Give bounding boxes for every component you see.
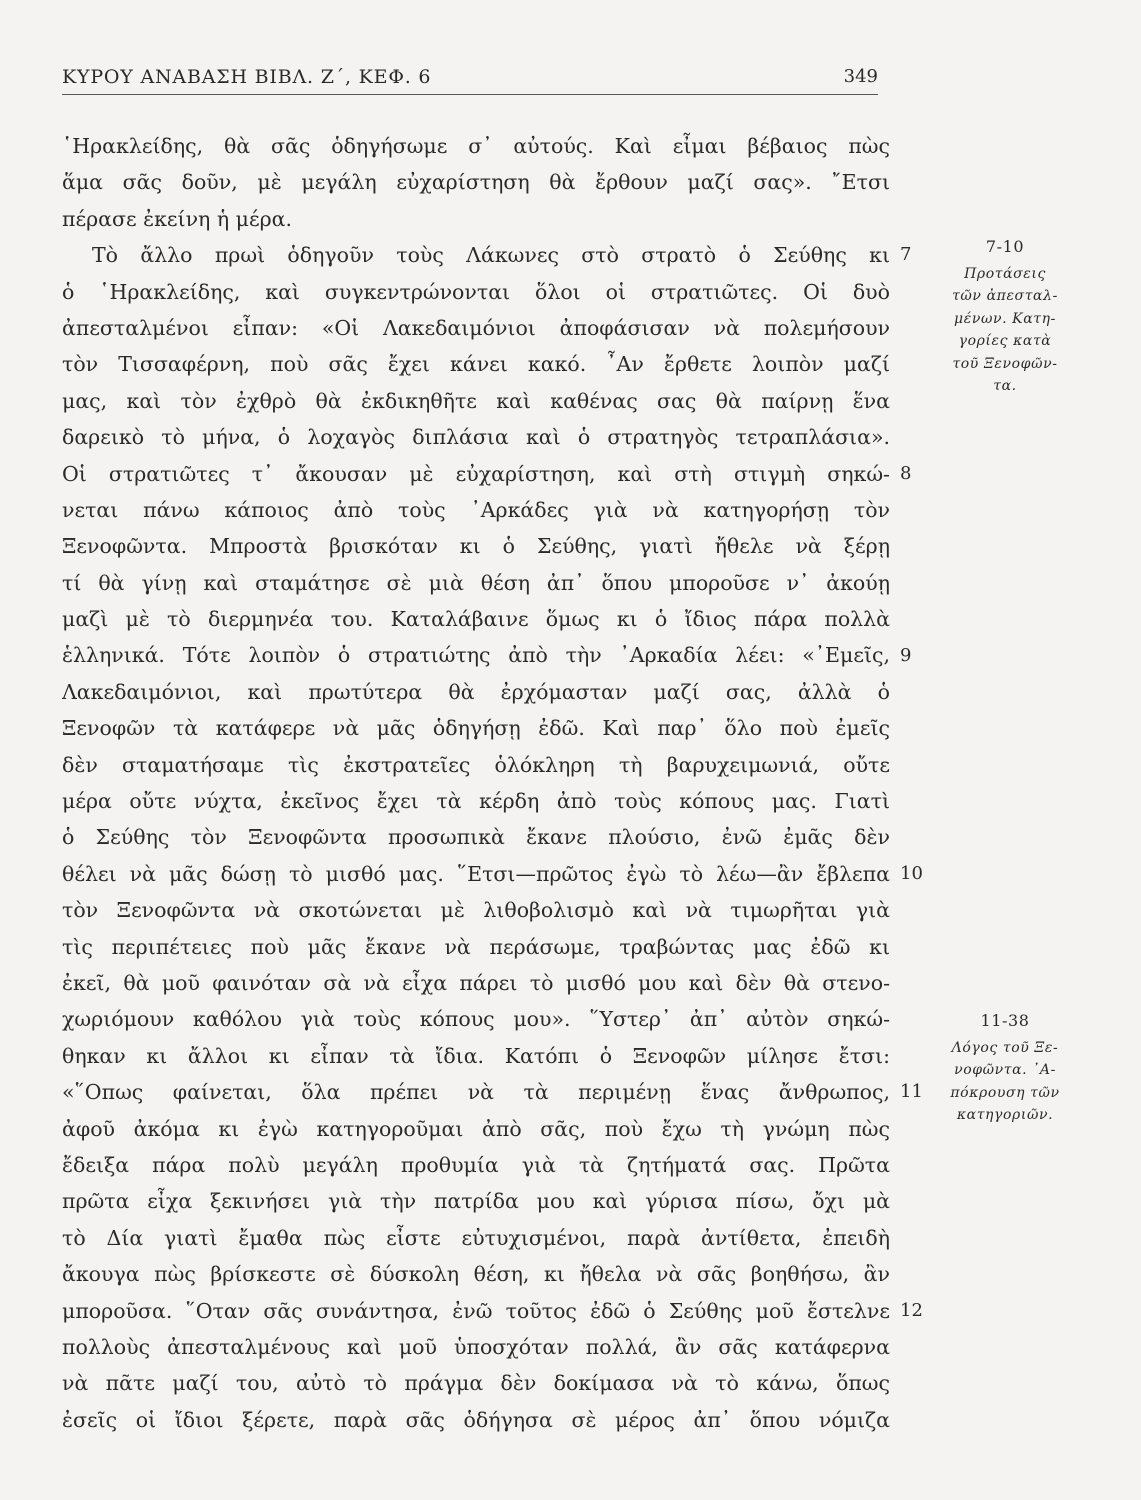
margin-note-line: γορίες κατὰ xyxy=(958,333,1052,349)
text-line: τὸν Τισσαφέρνη, ποὺ σᾶς ἔχει κάνει κακό. ῏Αν ἔρθετε λοιπὸν μαζί xyxy=(62,352,890,377)
margin-note xyxy=(940,236,1070,398)
text-line: πρῶτα εἶχα ξεκινήσει γιὰ τὴν πατρίδα μου καὶ γύρισα πίσω, ὄχι μὰ xyxy=(62,1189,890,1214)
section-number: 7 xyxy=(900,244,912,266)
text-line: ῾Ηρακλείδης, θὰ σᾶς ὁδηγήσωμε σ᾿ αὐτούς. Καὶ εἶμαι βέβαιος πὼς xyxy=(62,134,890,158)
section-number: 9 xyxy=(900,644,912,666)
running-header xyxy=(62,66,878,95)
text-line: ὁ Σεύθης τὸν Ξενοφῶντα προσωπικὰ ἔκανε πλούσιο, ἐνῶ ἐμᾶς δὲν xyxy=(62,825,890,850)
margin-note-line: τα. xyxy=(993,378,1017,394)
margin-note-line: κατηγοριῶν. xyxy=(956,1107,1054,1123)
margin-note xyxy=(940,1010,1070,1127)
text-line: μέρα οὔτε νύχτα, ἐκεῖνος ἔχει τὰ κέρδη ἀπὸ τοὺς κόπους μας. Γιατὶ xyxy=(62,789,890,814)
margin-note-line: νοφῶντα. ᾿Α- xyxy=(954,1062,1056,1078)
text-line: μαζὶ μὲ τὸ διερμηνέα του. Καταλάβαινε ὅμως κι ὁ ἴδιος πάρα πολλὰ xyxy=(62,607,890,632)
text-line: νὰ πᾶτε μαζί του, αὐτὸ τὸ πράγμα δὲν δοκίμασα νὰ τὸ κάνω, ὅπως xyxy=(62,1371,890,1396)
margin-note-line: τῶν ἀπεσταλ- xyxy=(952,288,1058,304)
text-line: «῞Οπως φαίνεται, ὅλα πρέπει νὰ τὰ περιμένῃ ἕνας ἄνθρωπος, xyxy=(62,1080,890,1105)
text-line: νεται πάνω κάποιος ἀπὸ τοὺς ᾿Αρκάδες γιὰ νὰ κατηγορήσῃ τὸν xyxy=(62,497,890,522)
section-number: 8 xyxy=(900,462,912,484)
main-text xyxy=(62,128,890,1438)
text-line: Τὸ ἄλλο πρωὶ ὁδηγοῦν τοὺς Λάκωνες στὸ στρατὸ ὁ Σεύθης κι xyxy=(92,243,890,268)
text-line: Λακεδαιμόνιοι, καὶ πρωτύτερα θὰ ἐρχόμασταν μαζί σας, ἀλλὰ ὁ xyxy=(62,679,890,704)
text-line: πέρασε ἐκείνη ἡ μέρα. xyxy=(62,206,293,231)
margin-note-line: μένων. Κατη- xyxy=(954,310,1056,327)
text-line: ἐσεῖς οἱ ἴδιοι ξέρετε, παρὰ σᾶς ὁδήγησα σὲ μέρος ἀπ᾿ ὅπου νόμιζα xyxy=(62,1407,890,1432)
text-line: Ξενοφῶν τὰ κατάφερε νὰ μᾶς ὁδηγήσῃ ἐδῶ. Καὶ παρ᾿ ὅλο ποὺ ἐμεῖς xyxy=(62,716,890,741)
section-number: 12 xyxy=(900,1299,923,1321)
running-title: ΚΥΡΟΥ ΑΝΑΒΑΣΗ ΒΙΒΛ. Ζ΄, ΚΕΦ. 6 xyxy=(62,66,432,88)
margin-note-range: 7-10 xyxy=(985,237,1025,256)
text-line: θηκαν κι ἄλλοι κι εἶπαν τὰ ἴδια. Κατόπι ὁ Ξενοφῶν μίλησε ἔτσι: xyxy=(62,1043,890,1068)
text-line: θέλει νὰ μᾶς δώσῃ τὸ μισθό μας. ῞Ετσι—πρῶτος ἐγὼ τὸ λέω—ἂν ἔβλεπα xyxy=(62,861,890,886)
text-line: ὁ ῾Ηρακλείδης, καὶ συγκεντρώνονται ὅλοι οἱ στρατιῶτες. Οἱ δυὸ xyxy=(62,279,890,304)
margin-note-line: πόκρουση τῶν xyxy=(950,1084,1060,1101)
margin-note-range: 11-38 xyxy=(980,1011,1030,1030)
text-line: μας, καὶ τὸν ἐχθρὸ θὰ ἐκδικηθῆτε καὶ καθένας σας θὰ παίρνῃ ἕνα xyxy=(62,388,890,413)
text-line: δαρεικὸ τὸ μήνα, ὁ λοχαγὸς διπλάσια καὶ ὁ στρατηγὸς τετραπλάσια». xyxy=(62,425,890,450)
section-number: 11 xyxy=(900,1081,923,1103)
page-number: 349 xyxy=(843,66,878,87)
margin-note-line: τοῦ Ξενοφῶν- xyxy=(952,355,1058,372)
text-line: χωριόμουν καθόλου γιὰ τοὺς κόπους μου». ῞Υστερ᾿ ἀπ᾿ αὐτὸν σηκώ- xyxy=(62,1007,890,1032)
text-line: Οἱ στρατιῶτες τ᾿ ἄκουσαν μὲ εὐχαρίστηση, καὶ στὴ στιγμὴ σηκώ- xyxy=(62,461,890,486)
text-line: ἀφοῦ ἀκόμα κι ἐγὼ κατηγοροῦμαι ἀπὸ σᾶς, ποὺ ἔχω τὴ γνώμη πὼς xyxy=(62,1116,890,1141)
text-line: ἅμα σᾶς δοῦν, μὲ μεγάλη εὐχαρίστηση θὰ ἔρθουν μαζί σας». ῎Ετσι xyxy=(62,170,890,195)
text-line: ἀπεσταλμένοι εἶπαν: «Οἱ Λακεδαιμόνιοι ἀποφάσισαν νὰ πολεμήσουν xyxy=(62,315,890,340)
text-line: Ξενοφῶντα. Μπροστὰ βρισκόταν κι ὁ Σεύθης, γιατὶ ἤθελε νὰ ξέρῃ xyxy=(62,534,890,559)
text-line: πολλοὺς ἀπεσταλμένους καὶ μοῦ ὑποσχόταν πολλά, ἂν σᾶς κατάφερνα xyxy=(62,1334,890,1359)
text-line: τί θὰ γίνῃ καὶ σταμάτησε σὲ μιὰ θέση ἀπ᾿ ὅπου μποροῦσε ν᾿ ἀκούῃ xyxy=(62,570,890,595)
text-line: μποροῦσα. ῞Οταν σᾶς συνάντησα, ἐνῶ τοῦτος ἐδῶ ὁ Σεύθης μοῦ ἔστελνε xyxy=(62,1298,890,1323)
text-line: τὸ Δία γιατὶ ἔμαθα πὼς εἶστε εὐτυχισμένοι, παρὰ ἀντίθετα, ἐπειδὴ xyxy=(62,1225,890,1250)
text-line: ἔδειξα πάρα πολὺ μεγάλη προθυμία γιὰ τὰ ζητήματά σας. Πρῶτα xyxy=(62,1152,890,1177)
text-line: τὸν Ξενοφῶντα νὰ σκοτώνεται μὲ λιθοβολισμὸ καὶ νὰ τιμωρῆται γιὰ xyxy=(62,898,890,923)
text-line: ἄκουγα πὼς βρίσκεστε σὲ δύσκολη θέση, κι ἤθελα νὰ σᾶς βοηθήσω, ἂν xyxy=(62,1262,890,1287)
text-line: ἑλληνικά. Τότε λοιπὸν ὁ στρατιώτης ἀπὸ τὴν ᾿Αρκαδία λέει: «᾿Εμεῖς, xyxy=(62,643,890,668)
text-line: ἐκεῖ, θὰ μοῦ φαινόταν σὰ νὰ εἶχα πάρει τὸ μισθό μου καὶ δὲν θὰ στενο- xyxy=(62,970,890,995)
text-line: δὲν σταματήσαμε τὶς ἐκστρατεῖες ὁλόκληρη τὴ βαρυχειμωνιά, οὔτε xyxy=(62,752,890,777)
margin-note-line: Λόγος τοῦ Ξε- xyxy=(951,1039,1059,1056)
section-number: 10 xyxy=(900,863,923,884)
margin-note-line: Προτάσεις xyxy=(964,265,1046,282)
text-line: τὶς περιπέτειες ποὺ μᾶς ἔκανε νὰ περάσωμε, τραβώντας μας ἐδῶ κι xyxy=(62,934,890,959)
